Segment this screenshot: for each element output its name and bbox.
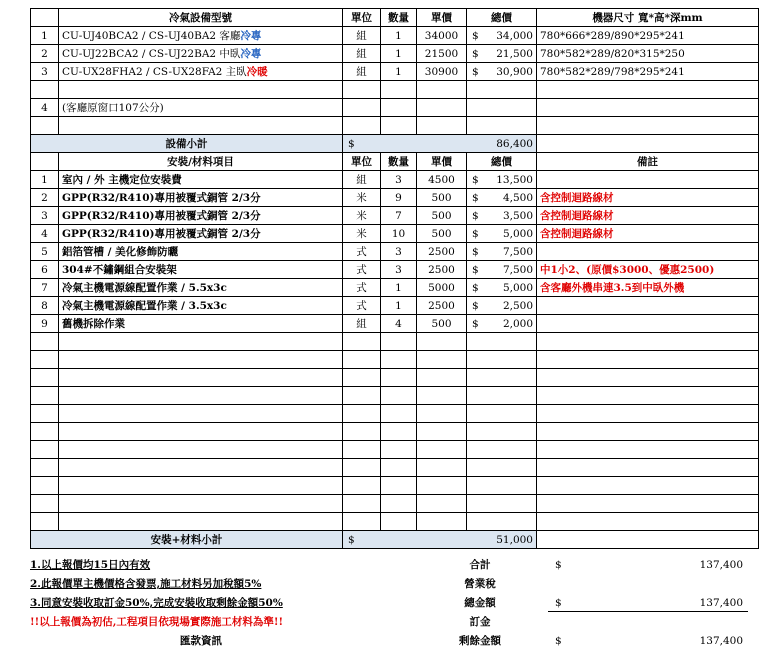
empty-cell (59, 441, 343, 459)
unit-cell: 式 (343, 243, 381, 261)
empty-cell (59, 495, 343, 513)
qty-cell: 1 (381, 279, 417, 297)
install-row (31, 189, 759, 207)
empty-cell (417, 459, 467, 477)
empty-cell (343, 99, 381, 117)
empty-cell (537, 477, 759, 495)
unit-cell: 米 (343, 189, 381, 207)
amount: 2,000 (502, 317, 533, 330)
empty-cell (537, 423, 759, 441)
total-cell (467, 63, 537, 81)
price-cell: 2500 (417, 261, 467, 279)
header-no (31, 153, 59, 171)
model-text: CU-UJ40BCA2 / CS-UJ40BA2 客廳 (62, 29, 241, 42)
remark-cell (537, 171, 759, 189)
total-cell (467, 225, 537, 243)
price-header: 單價 (417, 153, 467, 171)
unit-cell: 組 (343, 171, 381, 189)
balance-currency: $ (555, 635, 562, 647)
empty-cell (537, 531, 759, 549)
total-cell (467, 27, 537, 45)
currency-symbol: $ (472, 29, 479, 42)
currency-symbol: $ (472, 227, 479, 240)
warning-text: !!以上報價為初估,工程項目依現場實際施工材料為準!! (30, 616, 284, 628)
size-cell: 780*666*289/890*295*241 (537, 27, 759, 45)
item-cell: GPP(R32/R410)專用被覆式銅管 2/3分 (59, 225, 343, 243)
total-cell (467, 279, 537, 297)
unit-header: 單位 (343, 153, 381, 171)
empty-cell (417, 369, 467, 387)
empty-cell (467, 513, 537, 531)
mode-text: 冷暖 (246, 65, 268, 78)
empty-cell (343, 369, 381, 387)
item-cell: GPP(R32/R410)專用被覆式銅管 2/3分 (59, 207, 343, 225)
empty-cell (537, 81, 759, 99)
empty-cell (31, 477, 59, 495)
empty-cell (381, 99, 417, 117)
subtotal-label: 安裝+材料小計 (31, 531, 343, 549)
note-2: 2.此報價單主機價格含發票,施工材料另加稅額5% (30, 578, 262, 590)
install-subtotal-row (31, 531, 759, 549)
empty-cell (537, 99, 759, 117)
empty-cell (381, 333, 417, 351)
qty-cell: 10 (381, 225, 417, 243)
empty-cell (537, 387, 759, 405)
note-1: 1.以上報價均15日內有效 (30, 559, 151, 571)
currency-symbol: $ (472, 209, 479, 222)
empty-cell (467, 351, 537, 369)
empty-cell (467, 459, 537, 477)
empty-cell (31, 405, 59, 423)
empty-row (31, 477, 759, 495)
price-cell: 500 (417, 315, 467, 333)
empty-cell (467, 441, 537, 459)
empty-cell (343, 117, 381, 135)
empty-cell (381, 81, 417, 99)
empty-cell (343, 351, 381, 369)
empty-cell (59, 513, 343, 531)
balance-label: 剩餘金額 (459, 635, 501, 647)
empty-cell (417, 477, 467, 495)
unit-cell: 米 (343, 225, 381, 243)
empty-row (31, 441, 759, 459)
empty-cell (343, 81, 381, 99)
model-text: CU-UJ22BCA2 / CS-UJ22BA2 中臥 (62, 47, 241, 60)
equipment-header-row (31, 9, 759, 27)
empty-cell (343, 405, 381, 423)
empty-cell (467, 477, 537, 495)
sum-total-currency: $ (555, 559, 562, 571)
total-cell (467, 297, 537, 315)
equipment-row (31, 63, 759, 81)
size-header: 機器尺寸 寬*高*深mm (537, 9, 759, 27)
empty-cell (467, 369, 537, 387)
empty-cell (343, 495, 381, 513)
install-row (31, 297, 759, 315)
empty-row (31, 369, 759, 387)
empty-cell (59, 423, 343, 441)
currency-symbol: $ (472, 65, 479, 78)
empty-cell (31, 81, 59, 99)
empty-cell (31, 459, 59, 477)
equipment-subtotal-row (31, 135, 759, 153)
equipment-row (31, 45, 759, 63)
price-cell: 2500 (417, 297, 467, 315)
bank-info-label: 匯款資訊 (180, 635, 222, 647)
amount: 30,900 (496, 65, 533, 78)
empty-cell (31, 369, 59, 387)
install-row (31, 261, 759, 279)
unit-cell: 組 (343, 45, 381, 63)
price-cell: 2500 (417, 243, 467, 261)
empty-cell (59, 387, 343, 405)
unit-cell: 式 (343, 261, 381, 279)
total-cell (467, 243, 537, 261)
qty-header: 數量 (381, 9, 417, 27)
total-cell (467, 207, 537, 225)
total-cell (467, 189, 537, 207)
empty-cell (31, 333, 59, 351)
amount: 5,000 (502, 227, 533, 240)
empty-cell (381, 387, 417, 405)
unit-header: 單位 (343, 9, 381, 27)
install-header-row (31, 153, 759, 171)
empty-cell (381, 513, 417, 531)
qty-cell: 3 (381, 261, 417, 279)
price-cell: 34000 (417, 27, 467, 45)
empty-cell (417, 333, 467, 351)
total-header: 總價 (467, 9, 537, 27)
row-no: 3 (31, 63, 59, 81)
row-no: 4 (31, 225, 59, 243)
empty-cell (59, 351, 343, 369)
empty-cell (381, 369, 417, 387)
install-row (31, 225, 759, 243)
empty-row (31, 333, 759, 351)
model-header: 冷氣設備型號 (59, 9, 343, 27)
subtotal-value (343, 531, 537, 549)
empty-cell (381, 495, 417, 513)
empty-cell (343, 459, 381, 477)
empty-cell (417, 405, 467, 423)
qty-cell: 3 (381, 243, 417, 261)
empty-cell (537, 333, 759, 351)
empty-cell (467, 423, 537, 441)
empty-cell (537, 513, 759, 531)
empty-cell (59, 459, 343, 477)
subtotal-value (343, 135, 537, 153)
remark-cell: 中1小2、(原價$3000、優惠2500) (537, 261, 759, 279)
empty-cell (59, 81, 343, 99)
total-cell (467, 171, 537, 189)
price-cell: 21500 (417, 45, 467, 63)
model-text: CU-UX28FHA2 / CS-UX28FA2 主臥 (62, 65, 247, 78)
empty-cell (381, 117, 417, 135)
empty-cell (537, 117, 759, 135)
empty-cell (417, 423, 467, 441)
empty-cell (537, 405, 759, 423)
empty-row (31, 351, 759, 369)
row-no: 1 (31, 171, 59, 189)
empty-cell (417, 495, 467, 513)
empty-cell (343, 423, 381, 441)
row-no: 6 (31, 261, 59, 279)
size-cell: 780*582*289/820*315*250 (537, 45, 759, 63)
empty-cell (31, 351, 59, 369)
grand-total-label: 總金額 (464, 597, 496, 609)
price-cell: 500 (417, 225, 467, 243)
remark-cell: 含控制迴路線材 (537, 225, 759, 243)
empty-cell (343, 477, 381, 495)
install-row (31, 207, 759, 225)
remark-cell: 含控制迴路線材 (537, 207, 759, 225)
empty-cell (343, 441, 381, 459)
empty-row (31, 387, 759, 405)
total-header: 總價 (467, 153, 537, 171)
empty-cell (417, 81, 467, 99)
unit-cell: 米 (343, 207, 381, 225)
empty-row (31, 459, 759, 477)
row-no: 8 (31, 297, 59, 315)
currency-symbol: $ (472, 317, 479, 330)
amount: 7,500 (502, 245, 533, 258)
item-cell: 舊機拆除作業 (59, 315, 343, 333)
item-cell: 冷氣主機電源線配置作業 / 3.5x3c (59, 297, 343, 315)
empty-cell (343, 513, 381, 531)
amount: 7,500 (502, 263, 533, 276)
mode-text: 冷專 (240, 29, 262, 42)
currency-symbol: $ (348, 533, 355, 546)
currency-symbol: $ (472, 245, 479, 258)
row-no: 7 (31, 279, 59, 297)
empty-cell (467, 99, 537, 117)
item-header: 安裝/材料項目 (59, 153, 343, 171)
sum-total-label: 合計 (469, 559, 491, 571)
remark-cell (537, 315, 759, 333)
currency-symbol: $ (472, 281, 479, 294)
qty-cell: 1 (381, 45, 417, 63)
sum-total-value: 137,400 (699, 559, 743, 571)
amount: 4,500 (502, 191, 533, 204)
empty-cell (381, 351, 417, 369)
currency-symbol: $ (472, 263, 479, 276)
deposit-label: 訂金 (469, 616, 491, 628)
empty-cell (31, 441, 59, 459)
row-no: 2 (31, 45, 59, 63)
quote-table (30, 8, 759, 549)
row-no: 3 (31, 207, 59, 225)
empty-cell (381, 405, 417, 423)
equipment-row (31, 27, 759, 45)
qty-cell: 1 (381, 297, 417, 315)
install-row (31, 279, 759, 297)
qty-cell: 9 (381, 189, 417, 207)
empty-cell (537, 135, 759, 153)
row-no: 4 (31, 99, 59, 117)
empty-cell (417, 117, 467, 135)
empty-cell (417, 441, 467, 459)
empty-cell (381, 441, 417, 459)
empty-cell (59, 477, 343, 495)
item-cell: 冷氣主機電源線配置作業 / 5.5x3c (59, 279, 343, 297)
empty-cell (31, 495, 59, 513)
remark-cell: 含客廳外機串連3.5到中臥外機 (537, 279, 759, 297)
empty-row (31, 117, 759, 135)
qty-cell: 3 (381, 171, 417, 189)
unit-cell: 式 (343, 279, 381, 297)
empty-cell (417, 351, 467, 369)
amount: 13,500 (496, 173, 533, 186)
empty-row (31, 495, 759, 513)
amount: 51,000 (496, 533, 533, 546)
empty-cell (417, 99, 467, 117)
qty-cell: 1 (381, 63, 417, 81)
install-row (31, 315, 759, 333)
unit-cell: 組 (343, 63, 381, 81)
item-cell: GPP(R32/R410)專用被覆式銅管 2/3分 (59, 189, 343, 207)
remark-cell (537, 243, 759, 261)
empty-row (31, 405, 759, 423)
remark-cell (537, 297, 759, 315)
empty-cell (467, 495, 537, 513)
empty-cell (467, 333, 537, 351)
subtotal-label: 設備小計 (31, 135, 343, 153)
empty-cell (537, 441, 759, 459)
total-cell (467, 261, 537, 279)
empty-cell (59, 333, 343, 351)
note-3: 3.同意安裝收取訂金50%,完成安裝收取剩餘金額50% (30, 597, 283, 609)
qty-cell: 7 (381, 207, 417, 225)
empty-cell (381, 459, 417, 477)
empty-cell (417, 387, 467, 405)
header-no (31, 9, 59, 27)
model-cell (59, 63, 343, 81)
item-cell: 室內 / 外 主機定位安裝費 (59, 171, 343, 189)
currency-symbol: $ (472, 191, 479, 204)
empty-cell (417, 513, 467, 531)
mode-text: 冷專 (240, 47, 262, 60)
empty-cell (343, 387, 381, 405)
price-cell: 30900 (417, 63, 467, 81)
currency-symbol: $ (348, 137, 355, 150)
empty-cell (59, 117, 343, 135)
empty-row (31, 423, 759, 441)
price-cell: 4500 (417, 171, 467, 189)
row-no: 9 (31, 315, 59, 333)
qty-header: 數量 (381, 153, 417, 171)
empty-cell (537, 495, 759, 513)
item-cell: 鋁箔管槽 / 美化修飾防曬 (59, 243, 343, 261)
unit-cell: 組 (343, 27, 381, 45)
install-row (31, 243, 759, 261)
empty-cell (537, 351, 759, 369)
empty-cell (31, 117, 59, 135)
currency-symbol: $ (472, 47, 479, 60)
qty-cell: 4 (381, 315, 417, 333)
empty-cell (31, 513, 59, 531)
row-no: 2 (31, 189, 59, 207)
currency-symbol: $ (472, 299, 479, 312)
quote-table-body (31, 9, 759, 549)
model-cell (59, 27, 343, 45)
row-no: 5 (31, 243, 59, 261)
amount: 3,500 (502, 209, 533, 222)
unit-cell: 式 (343, 297, 381, 315)
equipment-note-row (31, 99, 759, 117)
balance-value: 137,400 (699, 635, 743, 647)
install-row (31, 171, 759, 189)
amount: 86,400 (496, 137, 533, 150)
empty-cell (467, 387, 537, 405)
grand-total-value: 137,400 (699, 597, 743, 609)
amount: 2,500 (502, 299, 533, 312)
tax-label: 營業稅 (464, 578, 496, 590)
total-cell (467, 45, 537, 63)
row-no: 1 (31, 27, 59, 45)
empty-cell (381, 423, 417, 441)
amount: 5,000 (502, 281, 533, 294)
empty-cell (381, 477, 417, 495)
empty-cell (31, 423, 59, 441)
item-cell: 304#不鏽鋼組合安裝架 (59, 261, 343, 279)
price-cell: 500 (417, 207, 467, 225)
empty-cell (467, 81, 537, 99)
qty-cell: 1 (381, 27, 417, 45)
empty-cell (537, 459, 759, 477)
currency-symbol: $ (472, 173, 479, 186)
unit-cell: 組 (343, 315, 381, 333)
empty-cell (467, 117, 537, 135)
empty-row (31, 81, 759, 99)
size-cell: 780*582*289/798*295*241 (537, 63, 759, 81)
price-cell: 500 (417, 189, 467, 207)
model-cell (59, 45, 343, 63)
note-cell: (客廳原窗口107公分) (59, 99, 343, 117)
total-cell (467, 315, 537, 333)
empty-cell (31, 387, 59, 405)
empty-cell (59, 405, 343, 423)
empty-cell (59, 369, 343, 387)
price-header: 單價 (417, 9, 467, 27)
empty-cell (467, 405, 537, 423)
empty-cell (343, 333, 381, 351)
price-cell: 5000 (417, 279, 467, 297)
amount: 34,000 (496, 29, 533, 42)
empty-cell (537, 369, 759, 387)
remark-header: 備註 (537, 153, 759, 171)
remark-cell: 含控制迴路線材 (537, 189, 759, 207)
empty-row (31, 513, 759, 531)
grand-total-currency: $ (555, 597, 562, 609)
amount: 21,500 (496, 47, 533, 60)
